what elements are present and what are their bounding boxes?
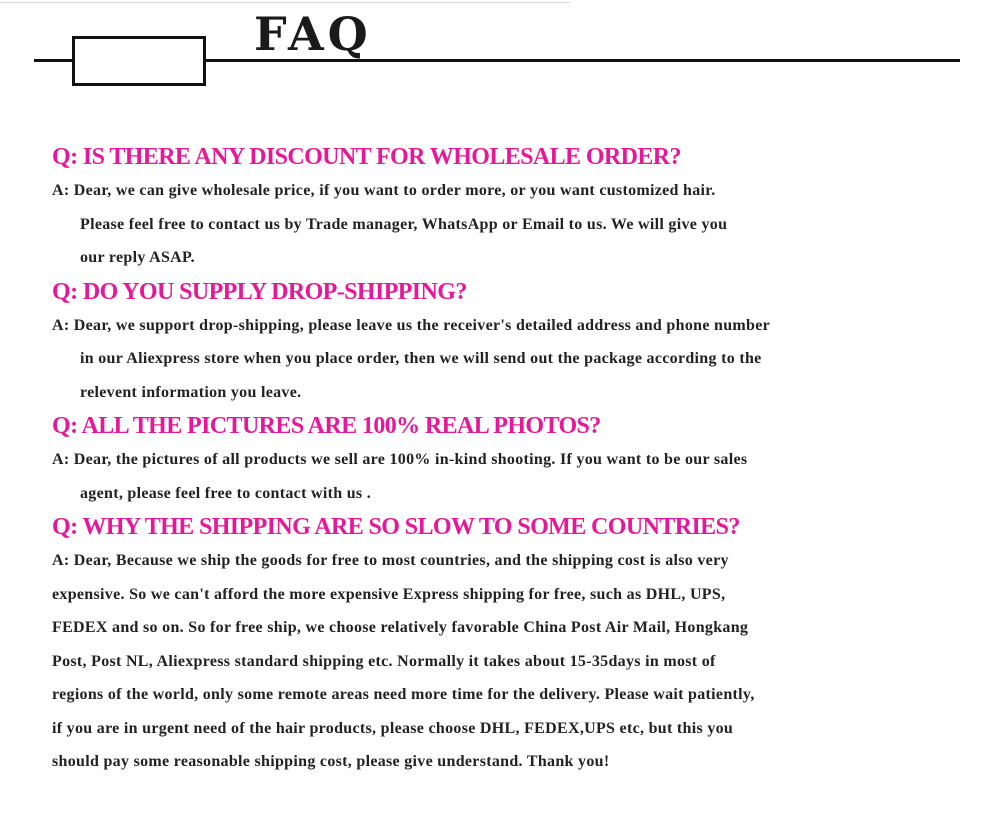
faq-question: Q: ALL THE PICTURES ARE 100% REAL PHOTOS? xyxy=(52,413,601,439)
answer-line: relevent information you leave. xyxy=(80,383,302,401)
answer-line: A: Dear, we can give wholesale price, if you want to order more, or you want customized hair. xyxy=(52,182,716,199)
answer-line: if you are in urgent need of the hair products, please choose DHL, FEDEX,UPS etc, but this you xyxy=(52,719,734,737)
answer-line: in our Aliexpress store when you place order, then we will send out the package according to the xyxy=(80,350,762,367)
answer-line: should pay some reasonable shipping cost, please give understand. Thank you! xyxy=(52,753,610,770)
answer-line: expensive. So we can't afford the more expensive Express shipping for free, such as DHL, UPS, xyxy=(52,585,726,603)
answer-line: regions of the world, only some remote areas need more time for the delivery. Please wait patiently, xyxy=(52,686,755,703)
faq-item-wholesale-discount xyxy=(52,140,952,275)
faq-question: Q: WHY THE SHIPPING ARE SO SLOW TO SOME COUNTRIES? xyxy=(52,514,740,540)
faq-question: Q: IS THERE ANY DISCOUNT FOR WHOLESALE ORDER? xyxy=(52,144,681,170)
faq-answer xyxy=(52,174,952,275)
header-decorative-box xyxy=(72,36,206,86)
faq-question: Q: DO YOU SUPPLY DROP-SHIPPING? xyxy=(52,278,467,305)
answer-line: Post, Post NL, Aliexpress standard shipping etc. Normally it takes about 15-35days in most of xyxy=(52,652,716,670)
answer-line: our reply ASAP. xyxy=(80,249,195,266)
answer-line: A: Dear, the pictures of all products we sell are 100% in-kind shooting. If you want to be our sales xyxy=(52,451,748,468)
faq-item-shipping-speed xyxy=(52,510,952,779)
faq-item-real-photos xyxy=(52,409,952,510)
answer-line: FEDEX and so on. So for free ship, we choose relatively favorable China Post Air Mail, Hongkang xyxy=(52,619,749,636)
faq-header xyxy=(0,0,1000,100)
page-title: FAQ xyxy=(254,7,372,61)
answer-line: A: Dear, we support drop-shipping, please leave us the receiver's detailed address and phone number xyxy=(52,316,771,334)
answer-line: A: Dear, Because we ship the goods for free to most countries, and the shipping cost is also very xyxy=(52,552,729,569)
faq-answer xyxy=(52,309,952,410)
answer-line: agent, please feel free to contact with us . xyxy=(80,484,372,502)
faq-answer xyxy=(52,544,952,779)
faq-answer xyxy=(52,443,952,510)
answer-line: Please feel free to contact us by Trade manager, WhatsApp or Email to us. We will give you xyxy=(80,215,728,233)
faq-item-drop-shipping xyxy=(52,275,952,410)
faq-list xyxy=(52,140,952,779)
